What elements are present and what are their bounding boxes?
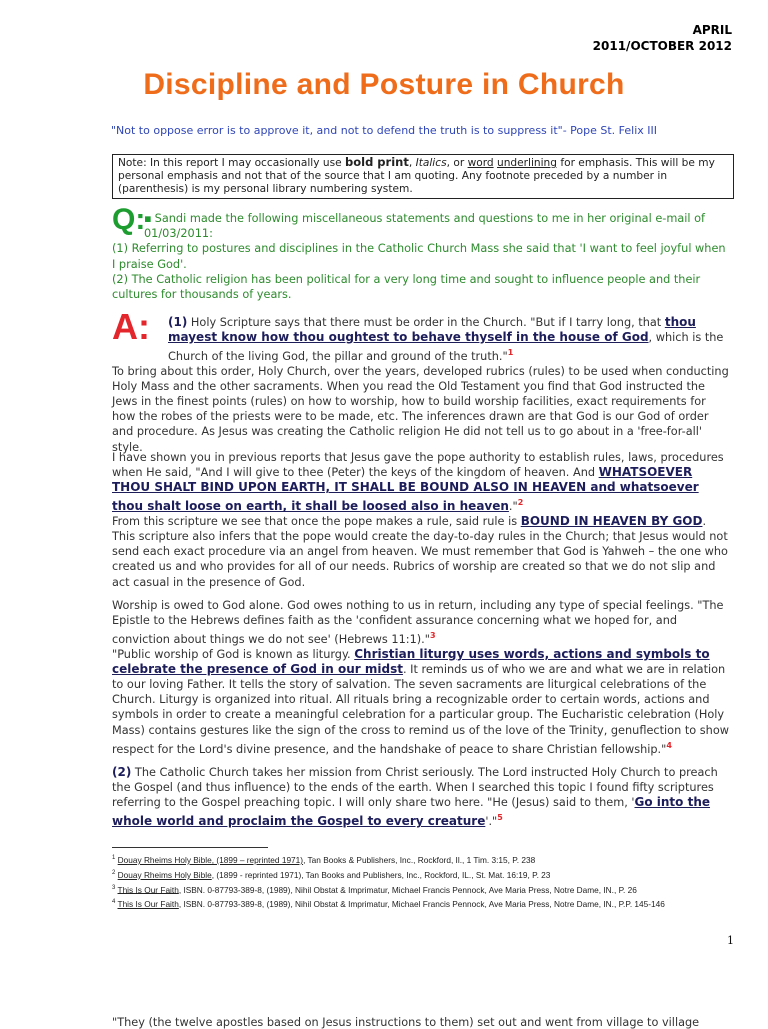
answer-p3-text-b: "Public worship of God is known as liturgy. <box>112 648 355 662</box>
question-bullet-icon: ▪ <box>144 212 152 225</box>
footnote-1-number: 1 <box>112 855 116 861</box>
point-number-2: (2) <box>112 765 132 779</box>
next-page-preview: "They (the twelve apostles based on Jesus instructions to them) set out and went from village to village <box>112 1016 700 1029</box>
footnote-2-source: Douay Rheims Holy Bible <box>117 869 212 880</box>
answer-p4-text-a: The Catholic Church takes her mission from Christ seriously. The Lord instructed Holy Church to preach the Gospel (and thus influence) to the ends of the earth. When I searched this topic I found fifty scriptures referring to the Gospel preaching topic. I will only share two here. "He (Jesus) said to them, ' <box>112 766 718 810</box>
question-block <box>112 211 730 302</box>
footnote-4-number: 4 <box>112 899 116 906</box>
footnote-ref-5[interactable]: 5 <box>497 813 503 823</box>
note-text-2: , <box>408 157 416 169</box>
answer-p4-text-b: '." <box>485 815 498 829</box>
answer-paragraph-1 <box>112 315 732 455</box>
footnotes <box>112 852 730 911</box>
footnote-3-text: , ISBN. 0-87793-389-8, (1989), Nihil Obstat & Imprimatur, Michael Francis Pennock, Ave Maria Press, Notre Dame, IN., P. 26 <box>178 884 637 895</box>
note-italic: Italics <box>415 157 447 169</box>
footnote-ref-1[interactable]: 1 <box>507 348 514 358</box>
footnote-2-text: , (1899 - reprinted 1971), Tan Books and Publishers, Inc., Rockford, IL., St. Mat. 16:19, P. 23 <box>211 869 551 880</box>
answer-paragraph-4 <box>112 765 732 829</box>
question-item-1: (1) Referring to postures and disciplines in the Catholic Church Mass she said that 'I want to feel joyful when I praise God'. <box>112 242 726 271</box>
note-underline-word: word <box>467 157 494 169</box>
answer-paragraph-2 <box>112 450 732 590</box>
answer-letter-a: A <box>112 306 138 347</box>
footnote-divider <box>112 847 268 848</box>
page-title: Discipline and Posture in Church <box>143 68 625 101</box>
answer-p3-text-a: Worship is owed to God alone. God owes nothing to us in return, including any type of special feelings. "The Epistle to the Hebrews defines faith as the 'confident assurance concerning what we hoped for, and conviction about things we do not see' (Hebrews 11:1)." <box>112 599 724 646</box>
answer-colon: : <box>138 306 150 347</box>
epigraph-quote: "Not to oppose error is to approve it, and not to defend the truth is to suppress it"- Pope St. Felix III <box>110 124 658 137</box>
footnote-ref-3[interactable]: 3 <box>429 631 436 641</box>
footnote-2 <box>112 867 730 882</box>
answer-p1-text-a: Holy Scripture says that there must be order in the Church. "But if I tarry long, that <box>187 316 665 329</box>
emphasis-note-box <box>112 154 734 199</box>
report-date <box>593 22 732 54</box>
date-line-2: 2011/OCTOBER 2012 <box>592 39 732 53</box>
question-line-2: 01/03/2011: <box>144 227 213 241</box>
footnote-3-number: 3 <box>112 884 116 891</box>
answer-paragraph-3 <box>112 598 732 756</box>
footnote-1-source: Douay Rheims Holy Bible, (1899 – reprinted 1971) <box>117 854 304 865</box>
footnote-ref-4[interactable]: 4 <box>666 740 672 750</box>
answer-p3-text-c: . It reminds us of who we are and what we are in relation to our loving Father. It tells the story of salvation. The seven sacraments are liturgical celebrations of the Church. Liturgy is organized into ritual. All rituals bring a recognizable order to certain words, actions and symbols in order to create a meaningful celebration for a particular group. The Eucharistic celebration (Holy Mass) contains gestures like the sign of the cross to remind us of the love of the Trinity, genuflection to show respect for the Lord's divine presence, and the handshake of peace to share Christian fellowship." <box>112 663 729 756</box>
question-item-2: (2) The Catholic religion has been political for a very long time and sought to influence people and their cultures for thousands of years. <box>112 272 701 302</box>
scripture-highlight-1: thou mayest know how thou oughtest to behave thyself in the house of God <box>168 315 696 345</box>
question-letter: Q: <box>112 203 146 236</box>
answer-p1-text-c: To bring about this order, Holy Church, over the years, developed rubrics (rules) to be used when conducting Holy Mass and the other sacraments. When you read the Old Testament you find that God instructed the Jews in the finest points (rules) on how to worship, how to build worship facilities, exact requirements for how the robes of the priests were to be made, etc. The inferences drawn are that God is our God of order and procedure. As Jesus was creating the Catholic religion He did not tell us to go about in a 'free-for-all' style. <box>112 365 729 454</box>
note-bold: bold print <box>345 155 409 169</box>
footnote-ref-2[interactable]: 2 <box>517 498 524 508</box>
scripture-highlight-3: BOUND IN HEAVEN BY GOD <box>520 514 703 529</box>
footnote-1 <box>112 852 730 867</box>
answer-p2-text-d: . This scripture also infers that the pope would create the day-to-day rules in the Church; that Jesus would not send each exact procedure via an angel from heaven. We must remember that God is Yahweh – the one who created us and who provides for all of our needs. Rubrics of worship are created so that we do not slip and act casual in the presence of God. <box>112 515 728 589</box>
answer-p2-text-c: From this scripture we see that once the pope makes a rule, said rule is <box>112 515 521 529</box>
answer-p2-text-b: ." <box>508 500 518 514</box>
footnote-4 <box>112 896 730 911</box>
footnote-3-source: This Is Our Faith <box>117 884 179 895</box>
note-text-1: Note: In this report I may occasionally use <box>118 157 345 169</box>
page-number: 1 <box>727 934 734 947</box>
answer-p2-text-a: I have shown you in previous reports that Jesus gave the pope authority to establish rules, laws, procedures when He said, "And I will give to thee (Peter) the keys of the kingdom of heaven. And <box>112 451 724 480</box>
liturgy-highlight: Christian liturgy uses words, actions and symbols to celebrate the presence of God in our midst <box>112 647 710 677</box>
scripture-highlight-2: WHATSOEVER THOU SHALT BIND UPON EARTH, IT SHALL BE BOUND ALSO IN HEAVEN and whatsoever thou shalt loose on earth, it shall be loosed also in heaven <box>112 465 699 514</box>
point-number-1: (1) <box>168 315 188 329</box>
footnote-2-number: 2 <box>112 869 116 876</box>
footnote-3 <box>112 882 730 897</box>
note-underline-word-2: underlining <box>496 157 557 169</box>
answer-p1-text-b: , which is the Church of the living God, the pillar and ground of the truth." <box>168 331 724 363</box>
note-text-4: for emphasis. This will be my personal emphasis and not that of the source that I am quoting. Any footnote preceded by a number in (parenthesis) is my personal library numbering system. <box>118 157 715 195</box>
footnote-4-text: , ISBN. 0-87793-389-8, (1989), Nihil Obstat & Imprimatur, Michael Francis Pennock, Ave Maria Press, Notre Dame, IN., P.P. 145-146 <box>178 899 665 910</box>
date-line-1: APRIL <box>692 23 732 37</box>
footnote-1-text: , Tan Books & Publishers, Inc., Rockford, Il., 1 Tim. 3:15, P. 238 <box>303 854 536 865</box>
question-line-1: Sandi made the following miscellaneous statements and questions to me in her original e-mail of <box>154 212 706 225</box>
gospel-highlight: Go into the whole world and proclaim the Gospel to every creature <box>112 795 711 829</box>
note-text-3: , or <box>446 157 468 169</box>
footnote-4-source: This Is Our Faith <box>117 899 179 910</box>
